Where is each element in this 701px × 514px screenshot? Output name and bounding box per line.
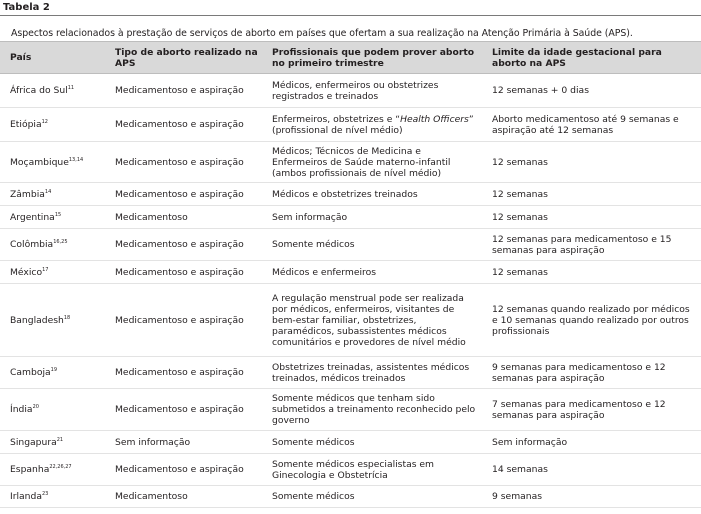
professionals-cell: Obstetrizes treinadas, assistentes médicos treinados, médicos treinados [262,357,482,389]
country-name: Camboja [10,367,51,378]
abortion-type-cell: Medicamentoso [105,206,262,229]
abortion-type-cell: Medicamentoso e aspiração [105,454,262,486]
gestational-limit-cell: Sem informação [482,431,701,454]
data-table [0,41,701,508]
country-name: Índia [10,404,33,415]
reference-number: 22,26,27 [49,464,72,470]
gestational-limit-cell: 12 semanas [482,206,701,229]
professionals-cell: Somente médicos [262,486,482,508]
abortion-type-cell: Medicamentoso e aspiração [105,183,262,206]
gestational-limit-cell: 14 semanas [482,454,701,486]
country-cell [0,357,105,389]
country-cell [0,389,105,431]
reference-number: 11 [67,85,75,91]
table-label: Tabela 2 [3,2,50,13]
country-cell [0,261,105,284]
divider [0,15,701,16]
gestational-limit-cell: 12 semanas [482,142,701,183]
gestational-limit-cell: 9 semanas para medicamentoso e 12 semanas para aspiração [482,357,701,389]
country-name: Espanha [10,464,50,475]
country-name: Singapura [10,436,57,448]
gestational-limit-cell: 12 semanas [482,183,701,206]
country-name: Bangladesh [10,314,64,326]
abortion-type-cell: Medicamentoso e aspiração [105,261,262,284]
country-cell [0,284,105,357]
professionals-text: Enfermeiros, obstetrizes e “ [272,113,401,125]
abortion-type-cell: Medicamentoso e aspiração [105,108,262,142]
country-cell [0,206,105,229]
country-name: Argentina [10,211,55,223]
table-row [0,431,701,454]
country-cell [0,229,105,261]
table-caption: Aspectos relacionados à prestação de serviços de aborto em países que ofertam a sua realização na Atenção Primária à Saúde (APS). [11,28,633,39]
professionals-cell: Somente médicos que tenham sido submetidos a treinamento reconhecido pelo governo [262,389,482,431]
professionals-emphasis: Health Officers [400,113,469,125]
professionals-cell: Médicos; Técnicos de Medicina e Enfermeiros de Saúde materno-infantil (ambos profissionais de nível médio) [262,142,482,183]
professionals-cell [262,108,482,142]
professionals-cell: A regulação menstrual pode ser realizada por médicos, enfermeiros, visitantes de bem-estar familiar, obstetrizes, paramédicos, subassistentes médicos comunitários e provedores de nível médio [262,284,482,357]
gestational-limit-cell: Aborto medicamentoso até 9 semanas e aspiração até 12 semanas [482,108,701,142]
reference-number: 17 [42,266,49,273]
reference-number: 15 [54,211,62,218]
header-row [0,42,701,74]
column-header-gestational-limit: Limite da idade gestacional para aborto na APS [482,42,701,74]
gestational-limit-cell: 9 semanas [482,486,701,508]
reference-number: 16,25 [53,239,68,245]
table-row [0,183,701,206]
table-row [0,142,701,183]
reference-number: 13,14 [68,156,84,163]
abortion-type-cell: Medicamentoso e aspiração [105,74,262,108]
professionals-cell: Médicos, enfermeiros ou obstetrizes registrados e treinados [262,74,482,108]
table-row [0,74,701,108]
country-name: Irlanda [10,491,42,502]
country-name: Colômbia [10,239,54,250]
abortion-type-cell: Medicamentoso e aspiração [105,284,262,357]
table-row [0,357,701,389]
gestational-limit-cell: 12 semanas para medicamentoso e 15 semanas para aspiração [482,229,701,261]
gestational-limit-cell: 12 semanas + 0 dias [482,74,701,108]
country-name: Moçambique [10,156,69,168]
reference-number: 18 [63,314,71,321]
country-cell [0,454,105,486]
reference-number: 20 [32,404,39,410]
country-cell [0,74,105,108]
reference-number: 12 [41,119,48,125]
abortion-type-cell: Medicamentoso e aspiração [105,229,262,261]
table-row [0,389,701,431]
abortion-type-cell: Medicamentoso e aspiração [105,357,262,389]
table-row [0,229,701,261]
abortion-type-cell: Medicamentoso e aspiração [105,389,262,431]
country-name: África do Sul [10,85,68,96]
country-name: Zâmbia [10,188,45,200]
country-cell [0,486,105,508]
professionals-cell: Somente médicos [262,229,482,261]
table-row [0,206,701,229]
country-name: México [10,266,43,278]
professionals-cell: Médicos e obstetrizes treinados [262,183,482,206]
column-header-country: País [0,42,105,74]
table-row [0,486,701,508]
reference-number: 23 [41,491,49,497]
country-cell [0,431,105,454]
professionals-cell: Sem informação [262,206,482,229]
professionals-cell: Somente médicos especialistas em Ginecologia e Obstetrícia [262,454,482,486]
table-row [0,454,701,486]
table-row [0,284,701,357]
reference-number: 21 [56,436,64,443]
professionals-cell: Médicos e enfermeiros [262,261,482,284]
gestational-limit-cell: 12 semanas [482,261,701,284]
country-cell [0,142,105,183]
reference-number: 14 [44,188,52,195]
country-cell [0,183,105,206]
abortion-type-cell: Medicamentoso [105,486,262,508]
table-row [0,261,701,284]
abortion-type-cell: Sem informação [105,431,262,454]
country-name: Etiópia [10,119,42,130]
gestational-limit-cell: 12 semanas quando realizado por médicos e 10 semanas quando realizado por outros profissionais [482,284,701,357]
gestational-limit-cell: 7 semanas para medicamentoso e 12 semanas para aspiração [482,389,701,431]
country-cell [0,108,105,142]
professionals-text: ” (profissional de nível médio) [272,113,474,136]
abortion-type-cell: Medicamentoso e aspiração [105,142,262,183]
reference-number: 19 [50,367,58,373]
professionals-cell: Somente médicos [262,431,482,454]
column-header-abortion-type: Tipo de aborto realizado na APS [105,42,262,74]
column-header-professionals: Profissionais que podem prover aborto no primeiro trimestre [262,42,482,74]
table-row [0,108,701,142]
